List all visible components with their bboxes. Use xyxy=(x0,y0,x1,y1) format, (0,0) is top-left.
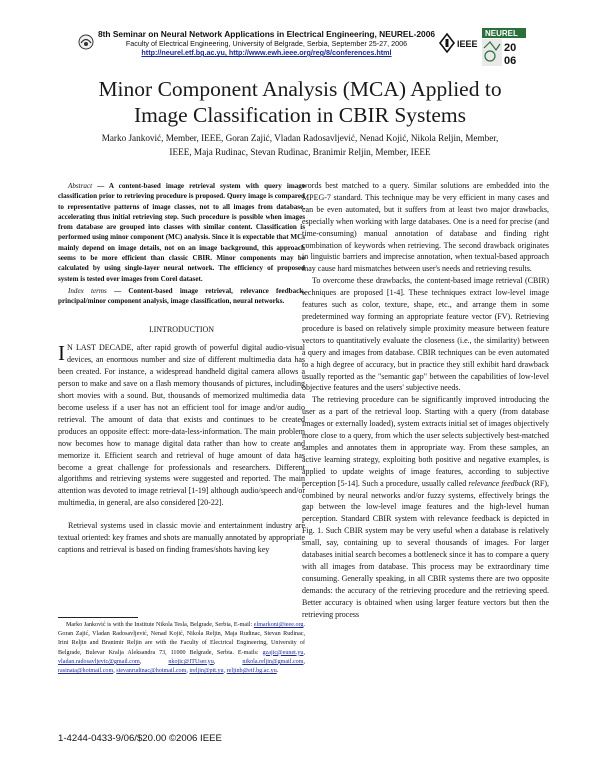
abstract-label: Abstract xyxy=(68,182,93,190)
intro-paragraph-2: Retrieval systems used in classic movie and entertainment industry are textual oriented: key frames and shots are manually annotated by appropriate captions and retrieval is based on finding frames/shots having key xyxy=(58,521,305,554)
abstract-body: — A content-based image retrieval system with query image classification prior to retrieving procedure is proposed. Query image is compared to representative patterns of image classes, not to all images from database, accelerating thus initial retrieving step. Such procedure is possible when images from database are grouped into classes with similar content. Classification is performed using minor component (MC) analysis. Since it is expectable that MCs mainly depend on image details, not on an image background, this approach seems to be more efficient than classic CBIR. Minor components may be calculated by using single-layer neural network. The efficiency of proposed system is tested over images from Corel dataset. xyxy=(58,182,305,283)
footnote-text: , xyxy=(213,658,243,665)
right-paragraph-3 xyxy=(302,394,549,620)
neurel-logo-text: NEUREL xyxy=(485,29,518,38)
section-heading-introduction xyxy=(58,324,305,336)
index-terms-body: — Content-based image retrieval, relevance feedback, principal/minor component analysis, image classification, neural networks. xyxy=(58,286,305,306)
copyright-notice: 1-4244-0433-9/06/$20.00 ©2006 IEEE xyxy=(58,733,222,744)
right-paragraph-3-b: (RF), combined by neural networks and/or fuzzy systems, effectively brings the gap between the low-level image features and the high-level human perception. Standard CBIR system with relevance feedback is depicted in Fig. 1. Such CBIR system may be very useful when a database is relatively small, say, containing up to several thousands of images. For larger databases initial search becomes a bottleneck since it has to compare a query with all images from database. This process may be extraordinary time consuming. Generally speaking, in all CBIR systems there are two opposite demands: the accuracy of the retrieving procedure and the retrieving speed. Better accuracy is obtained when using larger feature vectors but then the retrieving process xyxy=(302,478,550,619)
author-footnote xyxy=(58,621,305,676)
email-link[interactable]: gzajic@eunet.yu xyxy=(262,649,304,656)
footnote-text: . xyxy=(276,668,279,675)
index-terms-label: Index terms xyxy=(68,286,107,295)
section-numeral: I. xyxy=(148,324,154,334)
email-link[interactable]: nikola.reljin@gmail.com xyxy=(242,658,304,665)
paper-title xyxy=(60,76,540,128)
neurel-logo-year-a: 20 xyxy=(504,42,517,54)
relevance-feedback-term: relevance feedback xyxy=(468,478,530,488)
right-paragraph-2: To overcome these drawbacks, the content-based image retrieval (CBIR) techniques are proposed [1-4]. These techniques extract low-level image features such as color, texture, shape, etc., and arrange them in some predetermined way forming an appropriate feature vector (FV). Retrieving procedure is based on relatively simple proximity measure between feature vectors to quantitatively evaluate the closeness (i.e., the similarity) between a query and images from database. CBIR techniques can be even automated to a high degree of accuracy, but in practice they still exhibit hard drawback usually reported as the "semantic gap" between the capabilities of low-level objective features and the users' subjective needs. xyxy=(302,276,549,393)
footnote-text: , xyxy=(139,658,169,665)
conference-venue: Faculty of Electrical Engineering, University of Belgrade, Serbia, September 25-27, 2006 xyxy=(125,39,408,48)
footnote-text: Marko Janković is with the Institute Nikola Tesla, Belgrade, Serbia, E-mail: xyxy=(66,622,254,628)
section-title-rest: NTRODUCTION xyxy=(156,324,215,334)
conference-header xyxy=(94,30,439,57)
footnote-text: , xyxy=(303,649,305,656)
authors-line-2: IEEE, Maja Rudinac, Stevan Rudinac, Branimir Reljin, Member, IEEE xyxy=(169,147,431,157)
email-link[interactable]: elmarkoni@ieee.org xyxy=(253,622,304,628)
neurel-logo-year-b: 06 xyxy=(504,55,517,66)
footnote-divider xyxy=(58,617,138,618)
conference-urls[interactable]: http://neurel.etf.bg.ac.yu, http://www.ewh.ieee.org/reg/8/conferences.html xyxy=(141,48,392,57)
section-initial: I xyxy=(153,324,157,334)
email-link[interactable]: reljinb@etf.bg.ac.yu xyxy=(226,668,277,675)
footnote-text: , xyxy=(113,668,117,675)
right-column xyxy=(302,180,549,621)
intro-body-1: after rapid growth of powerful digital audio-visual devices, an enormous number and size of different multimedia data has been created. For instance, a widespread handheld digital camera allows a person to make and save on a flash memory thousands of pictures, including short movies with a sound. But, thousands of memorized multimedia data become useless if a user has not an efficient tool for image and/or audio retrieval. The amount of data that exists and continues to be created produces an opposite effect: more-data-less-information. The main problem now becomes how to manage digital data rather than how to create and memorize it. Efficient search and retrieval of huge amount of data has become a great challenge for professionals and researchers. Different algorithms and retrieving systems were suggested and reported. The main attention was devoted to image retrieval [1-19] although audio/speech and/or multimedia, in general, are also considered [20-22]. xyxy=(58,343,305,508)
authors-line-1: Marko Janković, Member, IEEE, Goran Zajić, Vladan Radosavljević, Nenad Kojić, Nikola Reljin, Member, xyxy=(101,133,499,143)
title-line-1: Minor Component Analysis (MCA) Applied to xyxy=(98,77,502,101)
email-link[interactable]: nkojic@ITUser.yu xyxy=(168,658,214,665)
paragraph-gap xyxy=(58,509,305,520)
footnote-text: , xyxy=(223,668,227,675)
intro-lead: N LAST DECADE, xyxy=(67,343,134,353)
left-column xyxy=(58,181,305,556)
author-list xyxy=(70,131,530,159)
neurel-logo-icon xyxy=(482,28,526,66)
footnote-text: . Goran Zajić, Vladan Radosavljević, Nenad Kojić, Nikola Reljin, Maja Rudinac, Stevan Rudinac, Irini Reljin and Branimir Reljin are with the Faculty of Electrical Engineering, University of Belgrade, Bulevar Kralja Aleksandra 73, 11000 Belgrade, Serbia. E-mails: xyxy=(58,622,305,656)
index-terms xyxy=(58,286,305,307)
right-paragraph-3-a: The retrieving procedure can be significantly improved introducing the user as a part of the retrieval loop. Starting with a query (from database images or externally loaded), system extracts initial set of images objectively more close to a query, from which the user selects subjectively best-matched samples and annotates them in appropriate way. From these samples, an active learning strategy, exploiting both positive and negative examples, is applied to update weights of image features, according to subjective perception [5-14]. Such a procedure, usually called xyxy=(302,395,549,488)
footnote-text: , xyxy=(186,668,190,675)
ieee-logo-icon xyxy=(438,32,480,54)
email-link[interactable]: vladan.radosavljevic@gmail.com xyxy=(58,658,140,665)
abstract xyxy=(58,181,305,284)
intro-paragraph-1 xyxy=(58,342,305,509)
ieee-logo-text: IEEE xyxy=(457,39,478,49)
title-line-2: Image Classification in CBIR Systems xyxy=(133,103,467,127)
email-link[interactable]: ireljin@ptt.yu xyxy=(189,668,224,675)
conference-logo-icon xyxy=(78,34,94,50)
conference-name: 8th Seminar on Neural Network Applications in Electrical Engineering, NEUREL-2006 xyxy=(97,29,436,39)
footnote-text: , xyxy=(303,658,305,665)
email-link[interactable]: rasinata@hotmail.com xyxy=(58,668,114,675)
email-link[interactable]: stevanrudinac@hotmail.com xyxy=(116,668,187,675)
drop-cap: I xyxy=(58,341,65,366)
right-paragraph-1: words best matched to a query. Similar solutions are embedded into the MPEG-7 standard. This technique may be very efficient in many cases and can be even automated, but it suffers from at least two major drawbacks, especially when working with large databases. One is a need for precise (and time-consuming) manual annotation of database and finding right combination of keywords when retrieving. The second drawback originates in linguistic barriers and imprecise annotation, when textual-based approach may cause hard mismatches between user's needs and retrieving results. xyxy=(302,181,549,274)
